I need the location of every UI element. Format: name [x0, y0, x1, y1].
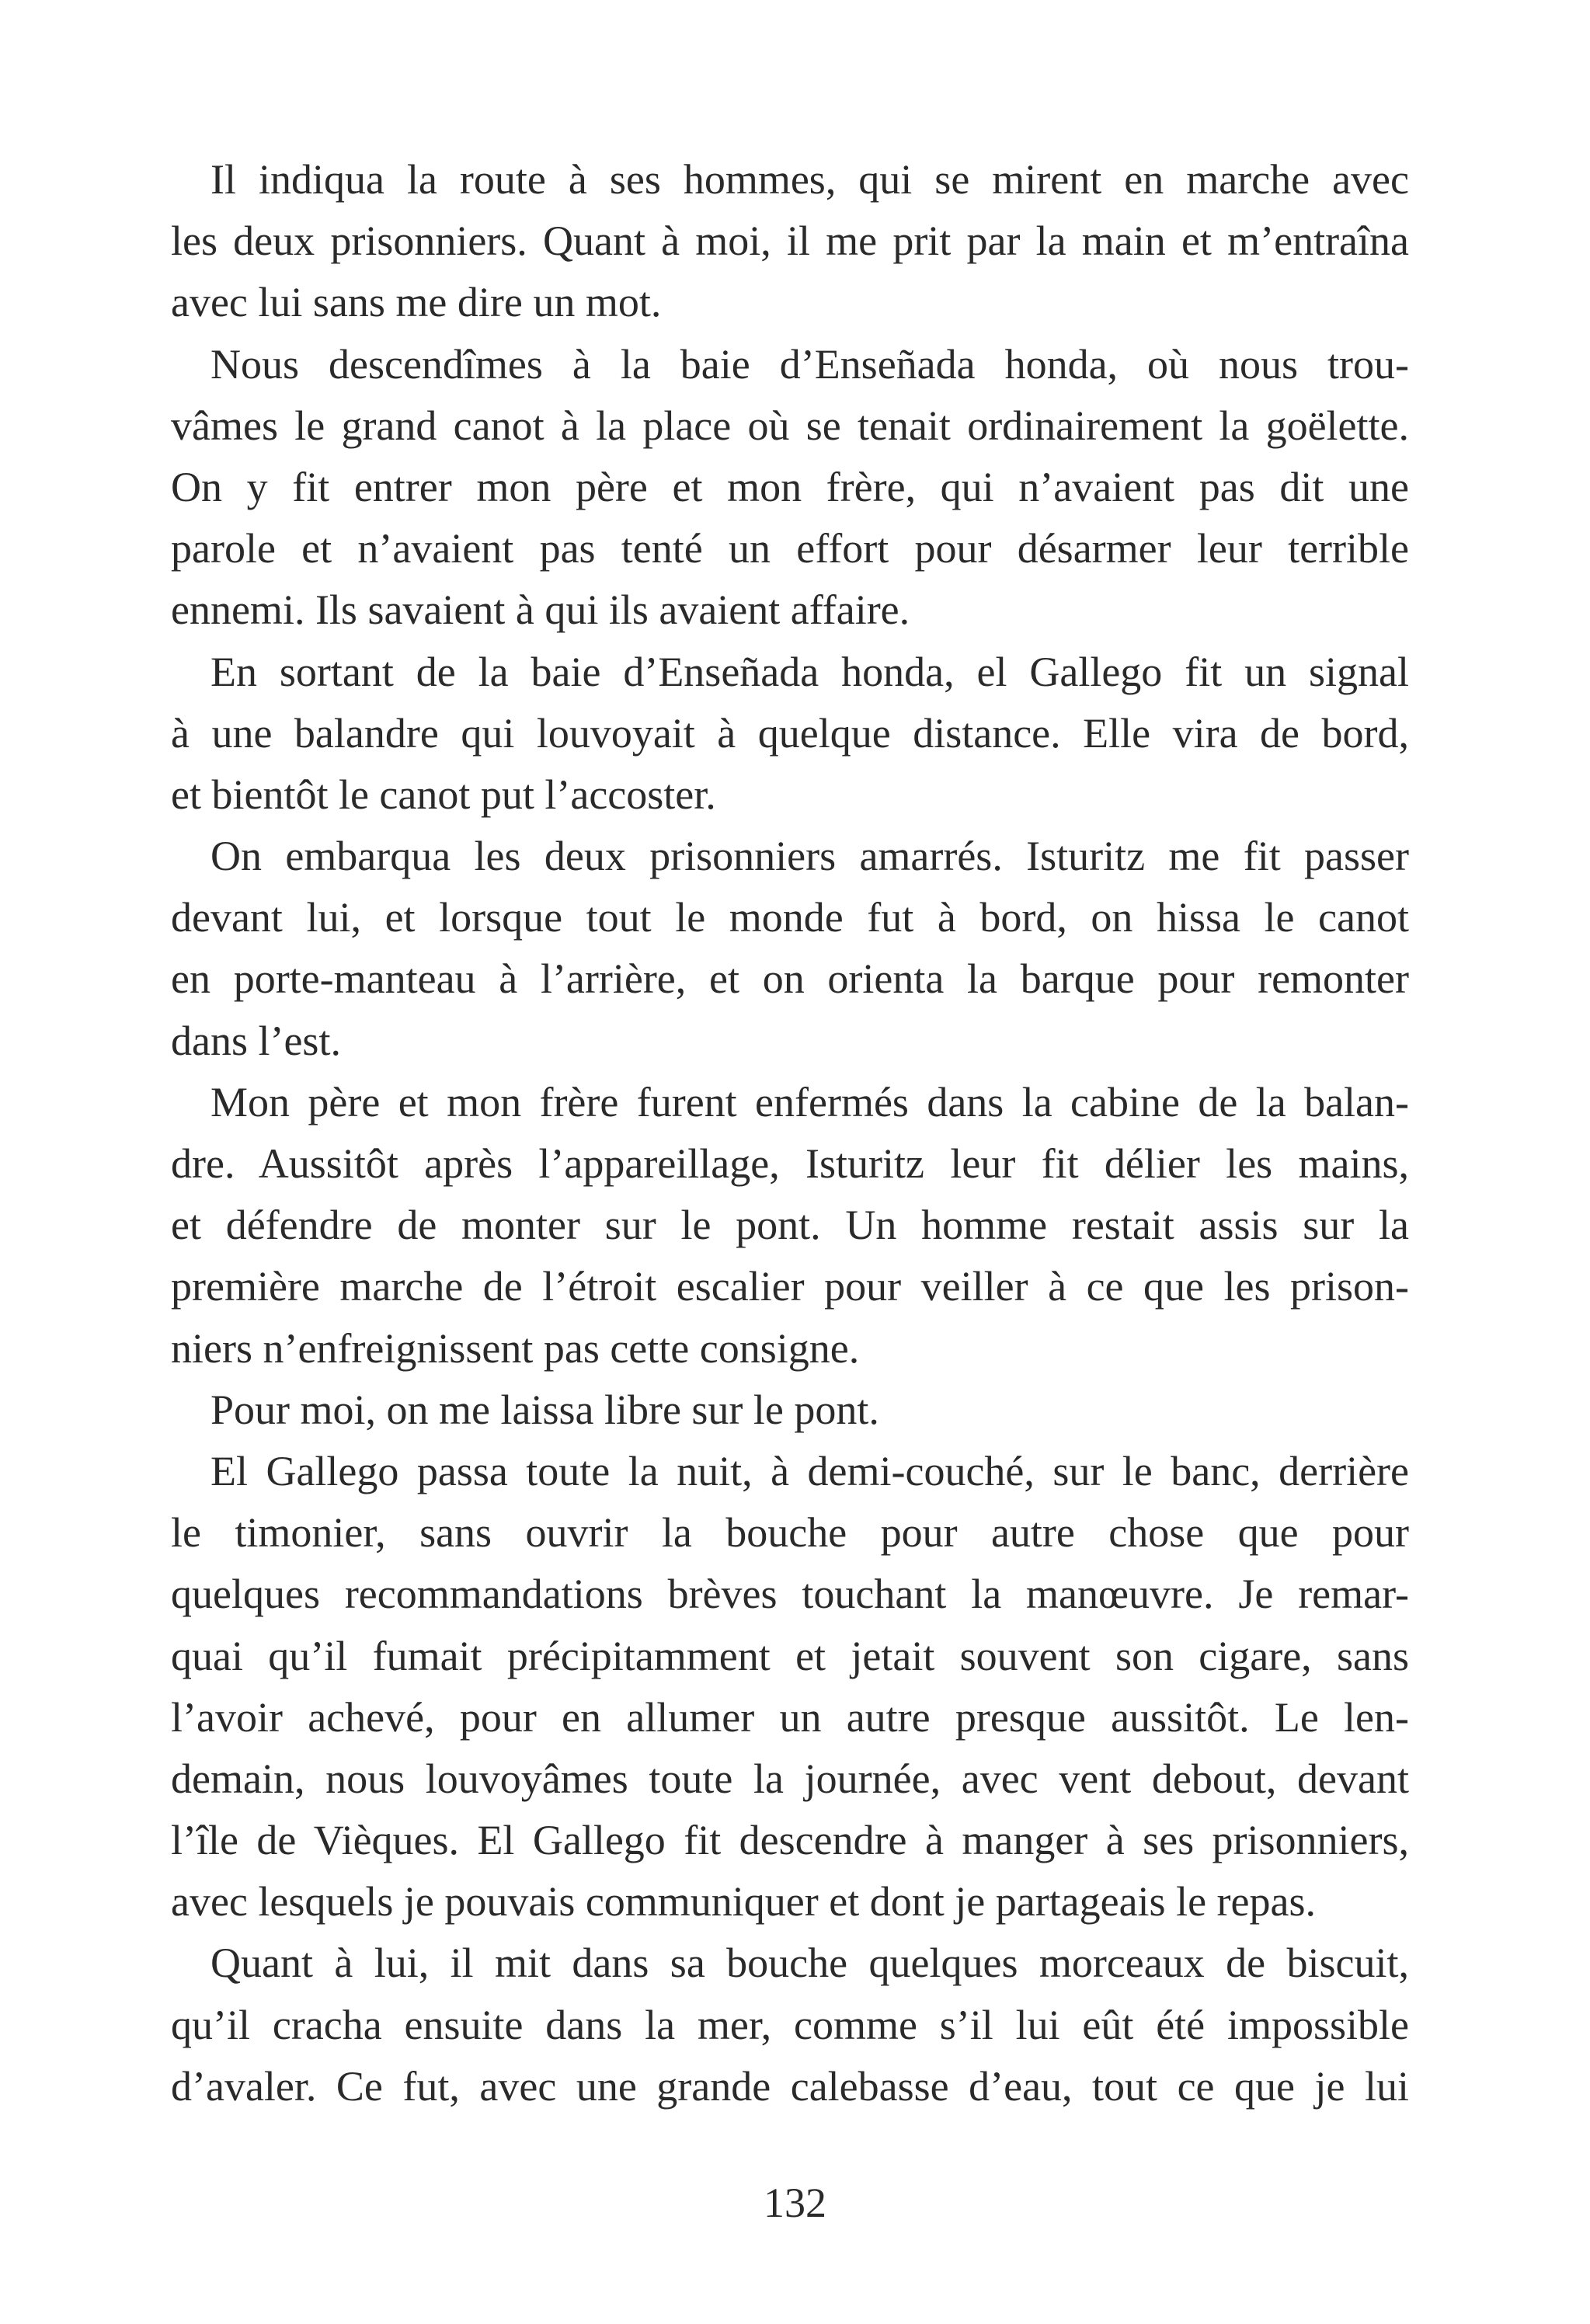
- text-line: Pour moi, on me laissa libre sur le pont.: [210, 1386, 879, 1433]
- body-text: [171, 149, 1409, 2117]
- text-line: vâmes le grand canot à la place où se tenait ordinairement la goëlette.: [171, 402, 1409, 449]
- paragraph: [171, 1933, 1409, 2117]
- text-line: avec lesquels je pouvais communiquer et dont je partageais le repas.: [171, 1878, 1316, 1926]
- text-line: d’avaler. Ce fut, avec une grande calebasse d’eau, tout ce que je lui: [171, 2062, 1409, 2110]
- paragraph: [171, 149, 1409, 334]
- page-number: 132: [764, 2180, 826, 2226]
- paragraph: [171, 334, 1409, 642]
- text-line: à une balandre qui louvoyait à quelque distance. Elle vira de bord,: [171, 709, 1409, 757]
- paragraph: [171, 1072, 1409, 1379]
- text-line: Il indiqua la route à ses hommes, qui se mirent en marche avec: [210, 156, 1409, 203]
- paragraph: [171, 1441, 1409, 1933]
- text-line: l’île de Vièques. El Gallego fit descendre à manger à ses prisonniers,: [171, 1817, 1409, 1864]
- text-line: les deux prisonniers. Quant à moi, il me prit par la main et m’entraîna: [171, 217, 1409, 265]
- text-line: parole et n’avaient pas tenté un effort pour désarmer leur terrible: [171, 525, 1409, 572]
- text-line: avec lui sans me dire un mot.: [171, 279, 662, 326]
- paragraph: [171, 642, 1409, 826]
- text-line: quelques recommandations brèves touchant la manœuvre. Je remar-: [171, 1571, 1409, 1618]
- text-line: qu’il cracha ensuite dans la mer, comme s’il lui eût été impossible: [171, 2001, 1409, 2048]
- text-line: ennemi. Ils savaient à qui ils avaient affaire.: [171, 586, 910, 634]
- text-line: En sortant de la baie d’Enseñada honda, el Gallego fit un signal: [210, 648, 1409, 695]
- text-line: et défendre de monter sur le pont. Un homme restait assis sur la: [171, 1202, 1409, 1249]
- text-line: Quant à lui, il mit dans sa bouche quelques morceaux de biscuit,: [210, 1940, 1409, 1987]
- text-line: l’avoir achevé, pour en allumer un autre presque aussitôt. Le len-: [171, 1693, 1409, 1741]
- text-line: et bientôt le canot put l’accoster.: [171, 771, 716, 818]
- text-line: devant lui, et lorsque tout le monde fut à bord, on hissa le canot: [171, 894, 1409, 941]
- text-line: le timonier, sans ouvrir la bouche pour autre chose que pour: [171, 1509, 1409, 1557]
- text-line: niers n’enfreignissent pas cette consigne.: [171, 1324, 860, 1372]
- text-line: dre. Aussitôt après l’appareillage, Isturitz leur fit délier les mains,: [171, 1140, 1409, 1187]
- text-line: El Gallego passa toute la nuit, à demi-couché, sur le banc, derrière: [210, 1447, 1409, 1494]
- text-line: On y fit entrer mon père et mon frère, qui n’avaient pas dit une: [171, 463, 1409, 510]
- text-line: dans l’est.: [171, 1017, 341, 1064]
- paragraph: [171, 826, 1409, 1072]
- text-line: demain, nous louvoyâmes toute la journée, avec vent debout, devant: [171, 1755, 1409, 1802]
- text-line: première marche de l’étroit escalier pour veiller à ce que les prison-: [171, 1263, 1409, 1310]
- paragraph: [171, 1379, 1409, 1441]
- text-line: en porte-manteau à l’arrière, et on orienta la barque pour remonter: [171, 955, 1409, 1003]
- text-line: Mon père et mon frère furent enfermés dans la cabine de la balan-: [210, 1078, 1409, 1125]
- text-line: On embarqua les deux prisonniers amarrés. Isturitz me fit passer: [210, 833, 1409, 880]
- text-line: quai qu’il fumait précipitamment et jetait souvent son cigare, sans: [171, 1632, 1409, 1679]
- text-line: Nous descendîmes à la baie d’Enseñada honda, où nous trou-: [210, 340, 1409, 388]
